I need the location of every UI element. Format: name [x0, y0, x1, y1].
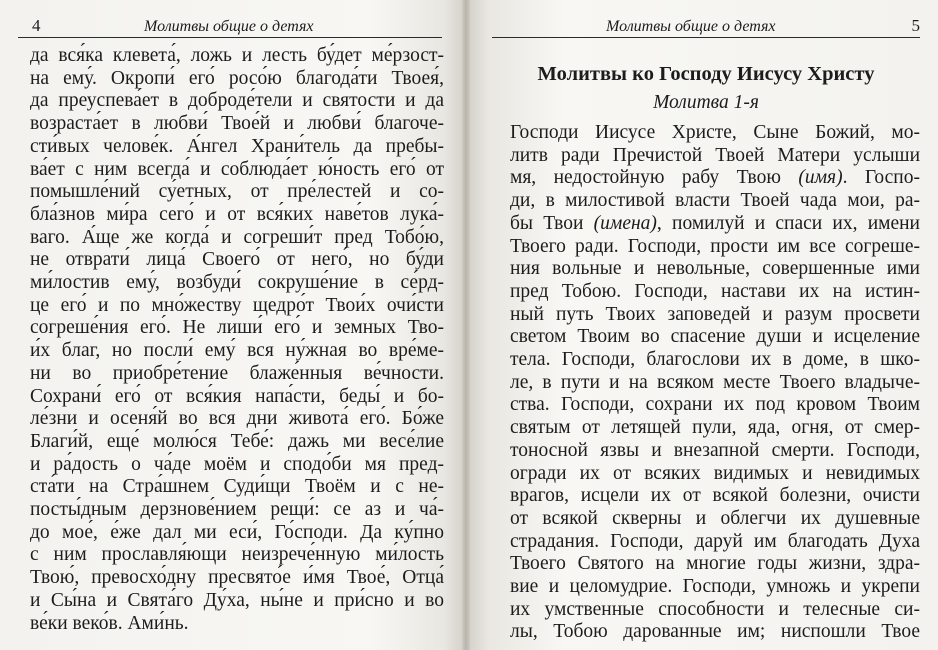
text-line: и Сы́на и Свята́го Ду́ха, ны́не и при́сно и во	[30, 589, 444, 611]
left-page-number: 4	[32, 16, 41, 35]
text-line: да преуспева́ет в доброде́тели и святости и да	[30, 90, 444, 112]
text-line: ваго. А́ще же когда́ и согреши́т пред Тобо́ю,	[30, 226, 444, 248]
text-line: посты́дным дерзнове́нием рещи́: се аз и ча́-	[30, 499, 444, 521]
text-line: святым от летящей пули, яда, огня, от смер-	[510, 417, 920, 439]
text-line: ный путь Твоих заповедей и разум просвети	[510, 303, 920, 325]
right-page-number: 5	[911, 16, 920, 35]
text-line: ве́ки веко́в. Ами́нь.	[30, 612, 189, 634]
text-line: лы, Тобою дарованные им; ниспошли Твое	[510, 621, 920, 643]
text-line: и́х благ, но посли́ ему́ вся ну́жная во вре́ме-	[30, 340, 444, 362]
text-line: Благи́й, еще́ молю́ся Тебе́: дажь ми весе́лие	[30, 430, 444, 452]
text-line: ми́лостив ему́, возбуди́ сокруше́ние в се́рд-	[30, 272, 444, 294]
text-line: возраста́ет в любви́ Твое́й и любви́ благоче-	[30, 113, 444, 135]
text-line: ле, в пути и на всяком месте Твоего владыче-	[510, 371, 920, 393]
text-line: ния вольные и невольные, совершенные ими	[510, 258, 920, 280]
text-line: тела. Господи, благослови их в доме, в шко-	[510, 349, 920, 371]
name-placeholder: (имя)	[798, 167, 843, 189]
text-line: страдания. Господи, даруй им благодать Духа	[510, 530, 920, 552]
text-line: Твою́, превосхо́дну пресвято́е и́мя Твое́, Отца́	[30, 567, 444, 589]
section-heading: Молитвы ко Господу Иисусу Христу	[537, 63, 875, 85]
text-line: пред Тобою. Господи, настави их на истин-	[510, 280, 920, 302]
text-line: це его́ и по мно́жеству щедро́т Твои́х очи́сти	[30, 294, 444, 316]
left-running-header	[18, 16, 442, 38]
left-body-text	[30, 45, 444, 635]
left-running-title: Молитвы общие о детях	[144, 18, 314, 35]
text-line: литв ради Пречистой Твоей Матери услыши	[510, 144, 920, 166]
text-line: с ним прославля́ющи неизрече́нную ми́лость	[30, 544, 444, 566]
right-header-rule	[492, 37, 920, 38]
text-line: от всякой скверны и облегчи их душевные	[510, 507, 920, 529]
text-line: ле́зни и осеня́й во вся дни живота́ его́. Бо́же	[30, 408, 444, 430]
text-line: Господи Иисусе Христе, Сыне Божий, мо-	[510, 122, 920, 143]
right-running-title: Молитвы общие о детях	[606, 18, 776, 35]
text-line: тоносной язвы и внезапной смерти. Господи,	[510, 439, 920, 461]
text-line: Сохрани́ его́ от вся́кия напа́сти, беды́ и бо-	[30, 385, 444, 407]
text-line: до мое́, е́же дал ми еси́, Го́споди. Да ку́пно	[30, 521, 444, 543]
text-line: Твоего Святого на многие годы жизни, здра-	[510, 553, 920, 575]
text-line: вие и целомудрие. Господи, умножь и укрепи	[510, 576, 920, 598]
right-running-header	[492, 16, 920, 38]
text-line: ни во приобре́тение блаже́нныя ве́чности.	[30, 362, 444, 384]
text-line: да вся́ка клевета́, ложь и лесть бу́дет ме́рзост-	[30, 45, 444, 66]
text-line: ста́ти на Стра́шнем Суди́щи Твоём и с не-	[30, 476, 444, 498]
name-placeholder: (имена)	[593, 212, 657, 234]
left-page	[0, 0, 462, 650]
text-line: согреше́ния его́. Не лиши́ его́ и земных Тво-	[30, 317, 444, 339]
text-line: помышле́ний су́етных, от пре́лестей и со-	[30, 181, 444, 203]
left-header-rule	[18, 37, 442, 38]
text-line: их умственные способности и телесные си-	[510, 598, 920, 620]
text-line: бы Твои (имена), помилуй и спаси их, имени	[510, 212, 920, 234]
right-body-text	[510, 122, 920, 644]
text-line: Твоего ради. Господи, прости им все согреше-	[510, 235, 920, 257]
text-line: сти́вых челове́к. А́нгел Храни́тель да пребы-	[30, 135, 444, 157]
text-line: огради их от всяких видимых и невидимых	[510, 462, 920, 484]
text-line: светом Твоим во спасение души и исцеление	[510, 326, 920, 348]
text-line: ди, в милостивой власти Твоей чада мои, ра-	[510, 190, 920, 212]
text-line: на ему́. Окропи́ его́ росо́ю благода́ти Твоея́,	[30, 67, 444, 89]
prayer-subheading: Молитва 1-я	[653, 92, 759, 113]
text-line: ва́ет с ним всегда́ и соблюда́ет ю́ность его́ от	[30, 158, 444, 180]
book-gutter	[462, 0, 470, 650]
text-line: ства. Господи, сохрани их под кровом Твоим	[510, 394, 920, 416]
text-line: не отврати́ лица́ Своего́ от него́, но бу́ди	[30, 249, 444, 271]
right-page	[470, 0, 938, 650]
text-line: бла́знов ми́ра сего́ и от вся́ких наве́тов лука́-	[30, 203, 444, 225]
text-line: врагов, исцели их от всякой болезни, очисти	[510, 485, 920, 507]
text-line: мя, недостойную рабу Твою (имя). Госпо-	[510, 167, 920, 189]
text-line: и ра́дость о ча́де моём и сподо́би мя пред-	[30, 453, 444, 475]
